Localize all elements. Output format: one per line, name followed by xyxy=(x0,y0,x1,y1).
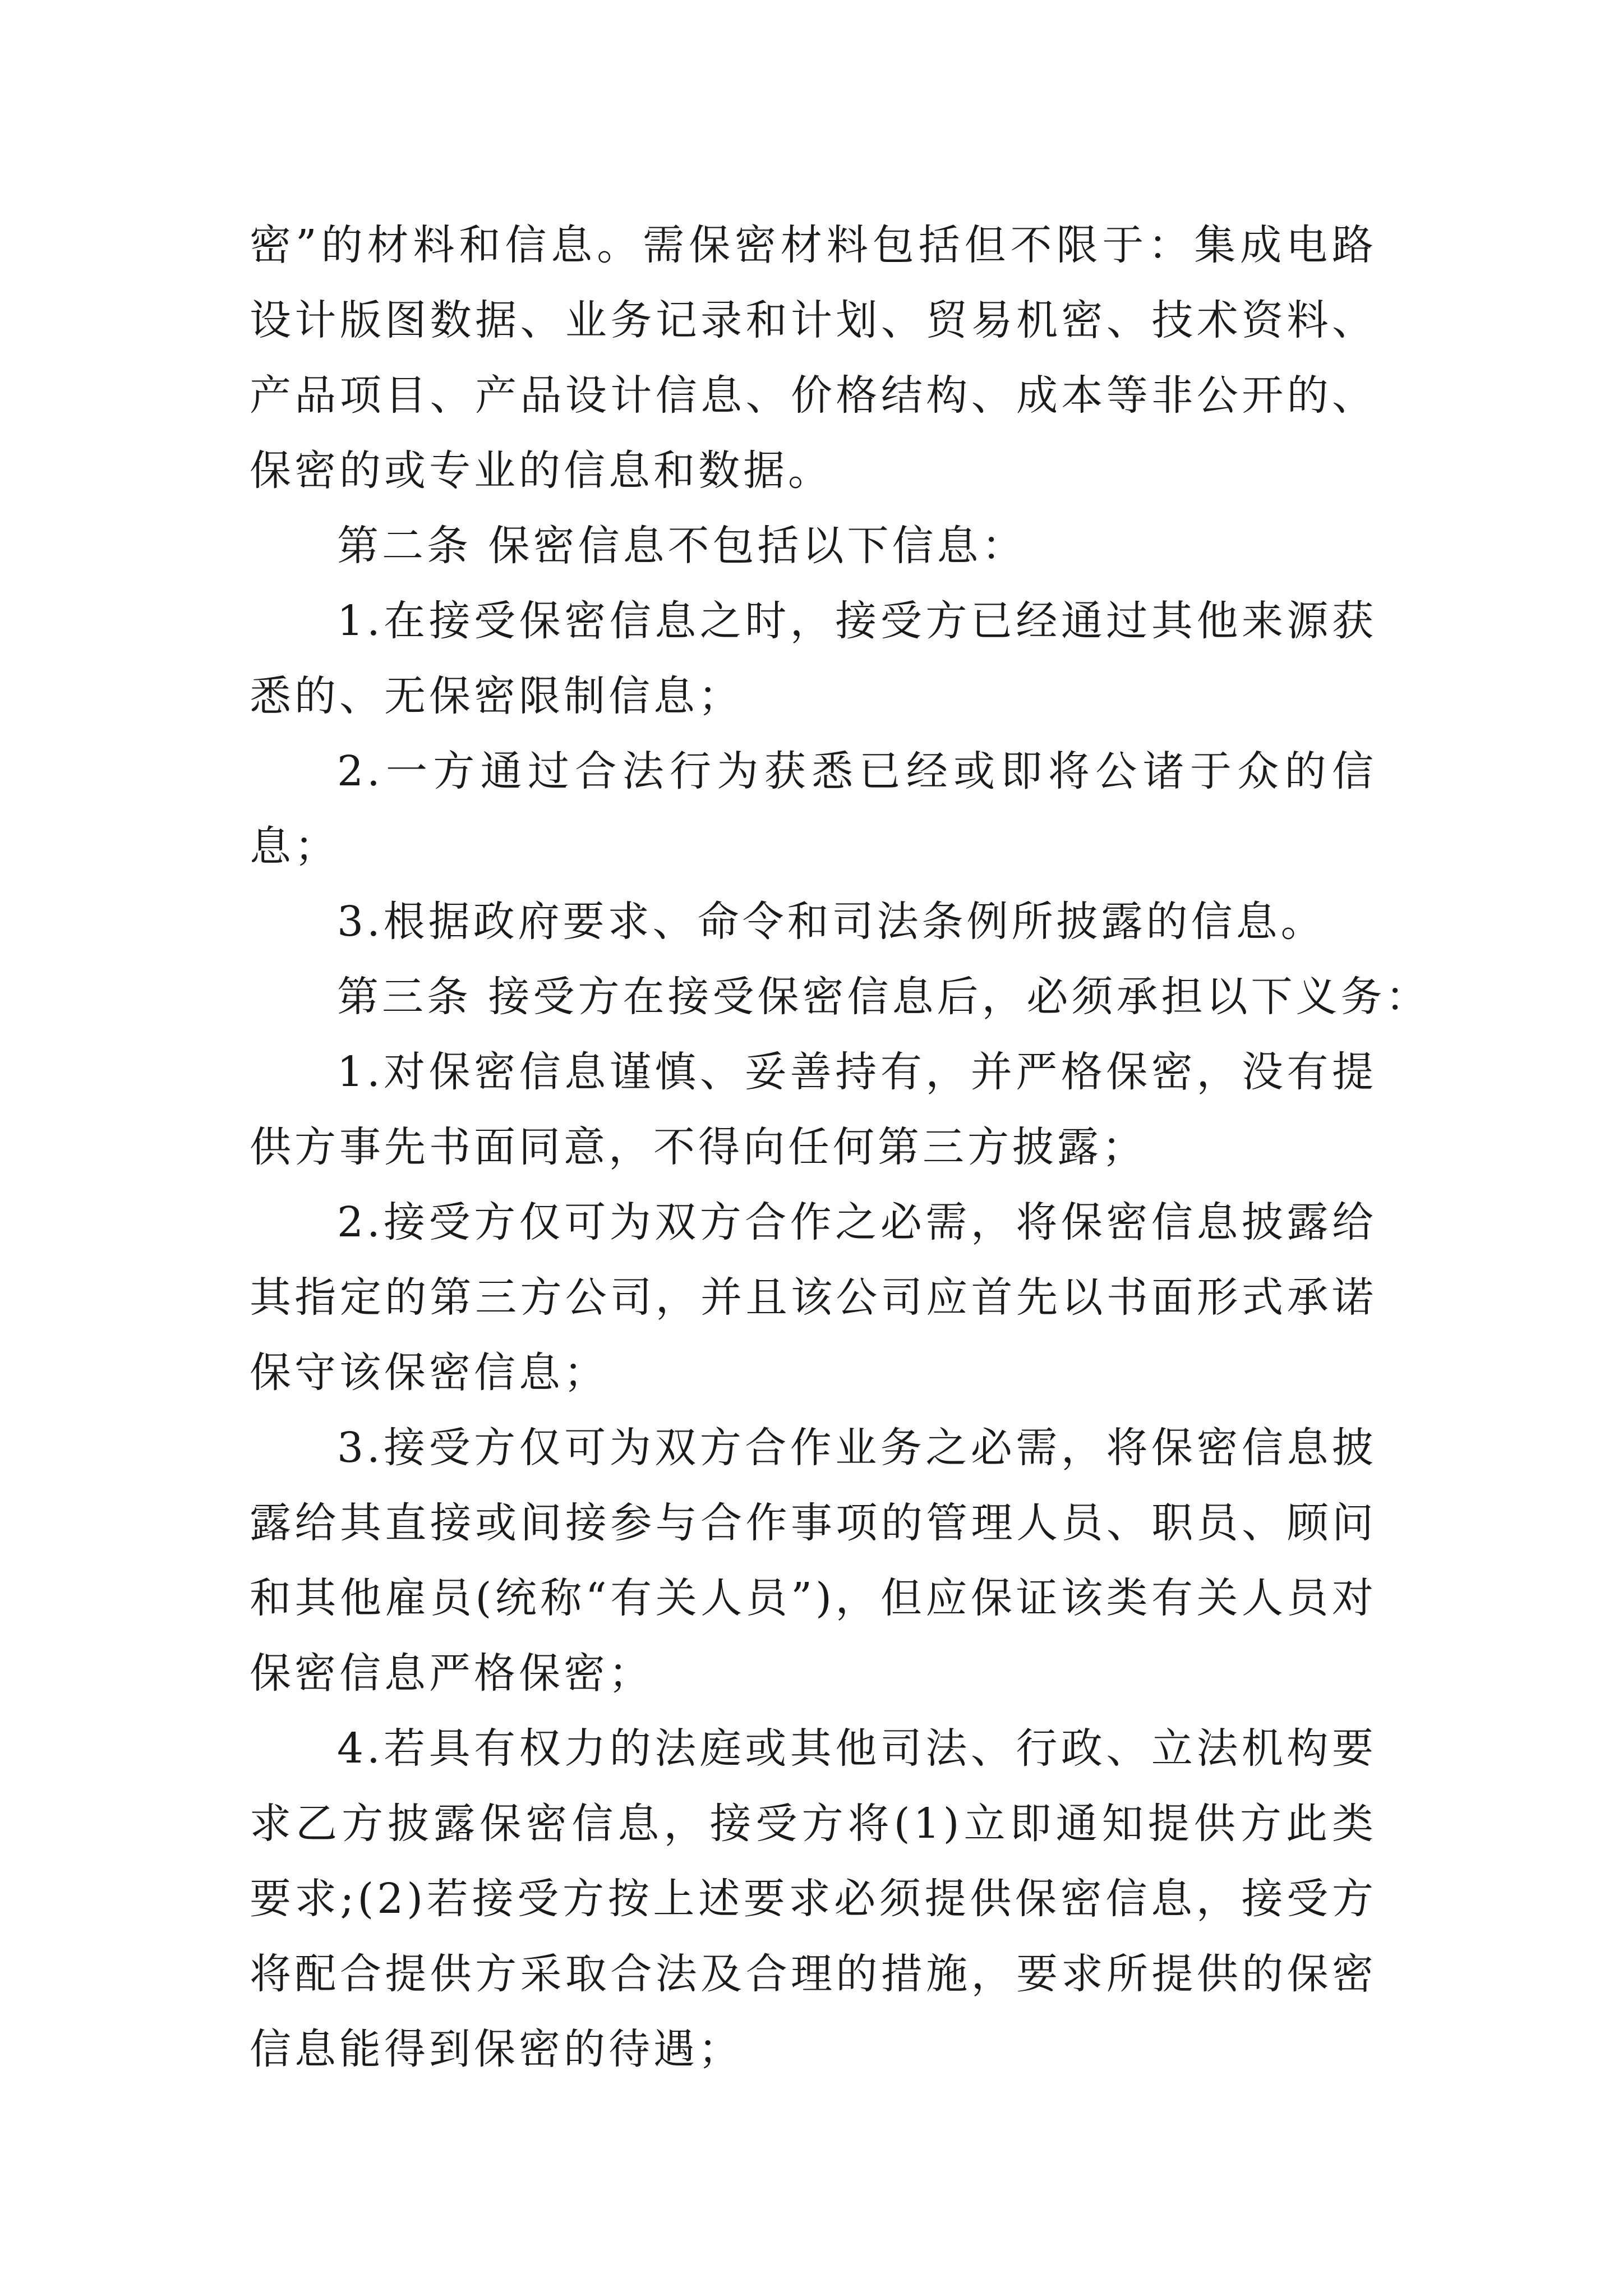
article-2-heading: 第二条 保密信息不包括以下信息： xyxy=(337,522,1027,570)
document-body xyxy=(250,208,1431,2087)
article-3-item-3: 3.接受方仅可为双方合作业务之必需，将保密信息披露给其直接或间接参与合作事项的管理人员、职员、顾问和其他雇员(统称“有关人员”)，但应保证该类有关人员对保密信息严格保密； xyxy=(250,1424,1377,1697)
paragraph-confidential-materials: 密”的材料和信息。需保密材料包括但不限于：集成电路设计版图数据、业务记录和计划、贸易机密、技术资料、产品项目、产品设计信息、价格结构、成本等非公开的、保密的或专业的信息和数据。 xyxy=(250,221,1377,495)
article-3-heading: 第三条 接受方在接受保密信息后，必须承担以下义务： xyxy=(337,973,1431,1021)
article-2-item-3: 3.根据政府要求、命令和司法条例所披露的信息。 xyxy=(337,898,1326,946)
article-3-item-4: 4.若具有权力的法庭或其他司法、行政、立法机构要求乙方披露保密信息，接受方将(1)立即通知提供方此类要求;(2)若接受方按上述要求必须提供保密信息，接受方将配合提供方采取合法及合理的措施，要求所提供的保密信息能得到保密的待遇； xyxy=(250,1724,1377,2073)
article-3-item-1: 1.对保密信息谨慎、妥善持有，并严格保密，没有提供方事先书面同意，不得向任何第三方披露； xyxy=(250,1048,1377,1171)
article-3-item-2: 2.接受方仅可为双方合作之必需，将保密信息披露给其指定的第三方公司，并且该公司应首先以书面形式承诺保守该保密信息； xyxy=(250,1198,1377,1397)
article-2-item-1: 1.在接受保密信息之时，接受方已经通过其他来源获悉的、无保密限制信息； xyxy=(250,597,1377,720)
article-2-item-2: 2.一方通过合法行为获悉已经或即将公诸于众的信息； xyxy=(250,747,1377,871)
